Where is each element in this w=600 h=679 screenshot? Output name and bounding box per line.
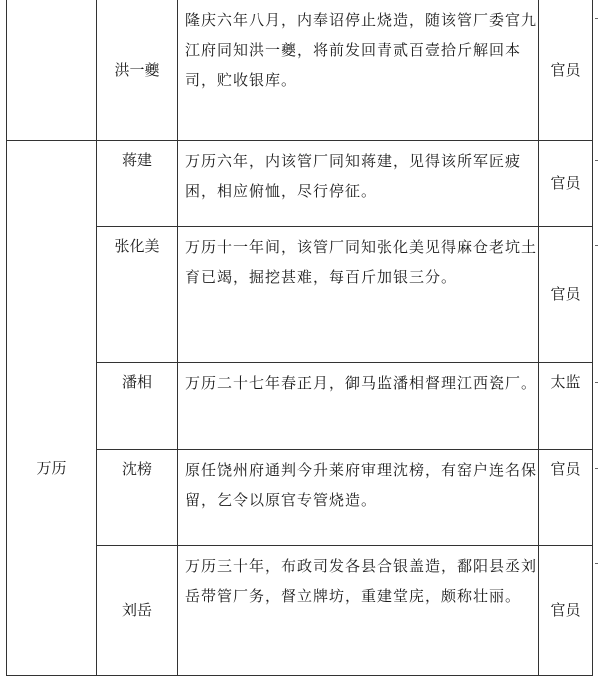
name-cell: 沈榜	[97, 449, 178, 545]
name-cell: 潘相	[97, 362, 178, 449]
role-cell: 官员	[539, 140, 593, 226]
row-end-mark	[595, 160, 598, 161]
role-cell: 官员	[539, 226, 593, 362]
name-cell: 张化美	[97, 226, 178, 362]
row-end-mark	[595, 468, 598, 469]
row-end-mark	[595, 563, 598, 564]
row-end-mark	[595, 18, 598, 19]
description-cell: 万历三十年，布政司发各县合银盖造，鄱阳县丞刘岳带管厂务，督立牌坊，重建堂庑，颇称壮丽。	[178, 545, 539, 675]
description-cell: 原任饶州府通判今升莱府审理沈榜，有窑户连名保留，乞令以原官专管烧造。	[178, 449, 539, 545]
officials-table	[6, 0, 593, 676]
role-cell: 官员	[539, 0, 593, 140]
role-cell: 太监	[539, 362, 593, 449]
description-cell: 万历二十七年春正月，御马监潘相督理江西瓷厂。	[178, 362, 539, 449]
role-cell: 官员	[539, 449, 593, 545]
era-cell: 万历	[7, 140, 97, 675]
row-end-mark	[595, 382, 598, 383]
description-cell: 隆庆六年八月，内奉诏停止烧造，随该管厂委官九江府同知洪一夔，将前发回青贰百壹拾斤解回本司，贮收银库。	[178, 0, 539, 140]
era-cell	[7, 0, 97, 140]
description-cell: 万历十一年间，该管厂同知张化美见得麻仓老坑土育已竭，掘挖甚难，每百斤加银三分。	[178, 226, 539, 362]
table-row	[7, 0, 593, 140]
description-cell: 万历六年，内该管厂同知蒋建，见得该所军匠疲困，相应俯恤，尽行停征。	[178, 140, 539, 226]
row-end-mark	[595, 245, 598, 246]
name-cell: 洪一夔	[97, 0, 178, 140]
role-cell: 官员	[539, 545, 593, 675]
name-cell: 蒋建	[97, 140, 178, 226]
name-cell: 刘岳	[97, 545, 178, 675]
table-row	[7, 140, 593, 226]
